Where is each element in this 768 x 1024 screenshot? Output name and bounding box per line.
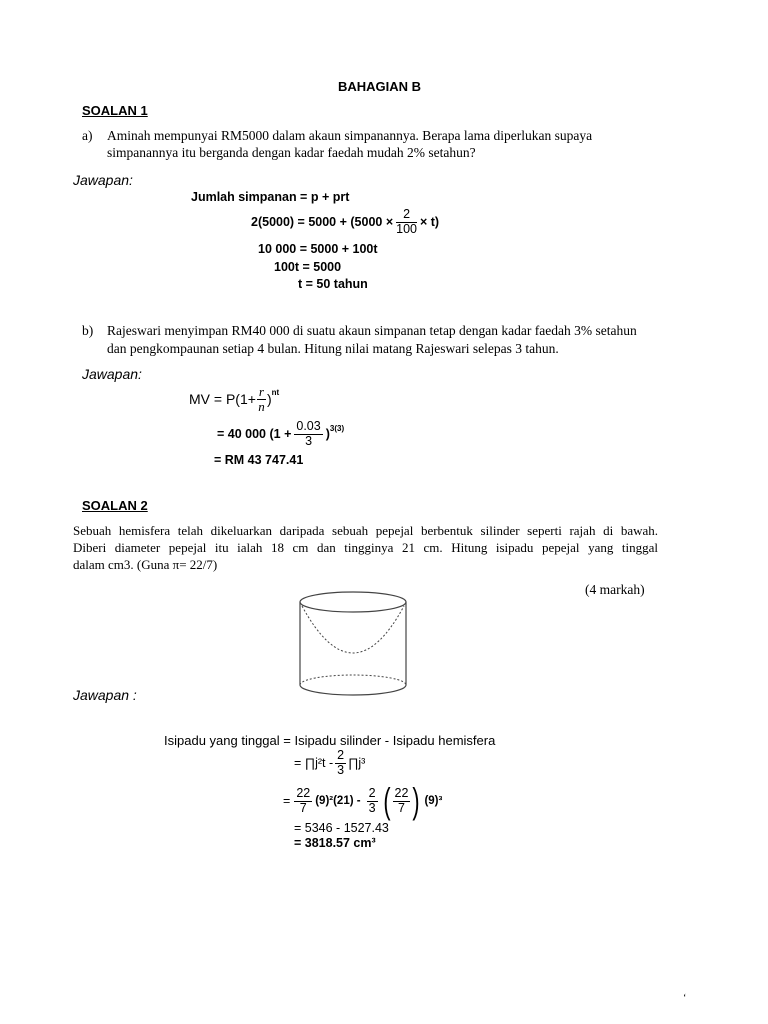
- q1b-result: = RM 43 747.41: [214, 453, 304, 467]
- q2-step3-fraction1: [294, 787, 312, 814]
- q2-step2-denominator: 3: [337, 762, 345, 777]
- question-2-heading: SOALAN 2: [82, 498, 148, 513]
- q1b-substitution-right: ): [325, 427, 330, 441]
- q1b-formula-exponent: nt: [271, 388, 280, 397]
- q2-text-line1: Sebuah hemisfera telah dikeluarkan daripada sebuah pepejal berbentuk silinder seperti rajah di bawah.: [73, 523, 658, 538]
- q2-step2-numerator: 2: [337, 748, 345, 763]
- q2-step3-fraction2: [367, 787, 378, 814]
- q1a-answer-label: Jawapan:: [73, 172, 133, 188]
- q1a-step2-right: × t): [420, 215, 440, 229]
- q1b-formula-fraction: [257, 385, 266, 413]
- q1b-substitution-denominator: 3: [305, 433, 313, 448]
- q2-step3-equals: =: [283, 794, 291, 808]
- cylinder-bottom-back: [300, 675, 406, 685]
- q2-step3-fraction2-num: 2: [368, 786, 376, 801]
- q2-step3: [283, 780, 442, 822]
- q2-step4: = 5346 - 1527.43: [294, 821, 389, 835]
- q1a-step4: 100t = 5000: [274, 260, 342, 274]
- q1b-formula-numerator: r: [258, 383, 264, 399]
- q1b-formula-right: ): [266, 391, 272, 407]
- q1a-step2-fraction: [396, 208, 417, 235]
- q2-step3-end: (9)³: [424, 795, 443, 807]
- q2-step3-fraction2-den: 3: [368, 800, 376, 815]
- q2-step2: [294, 746, 365, 780]
- q2-step3-middle: (9)²(21) -: [315, 795, 361, 807]
- q2-text-line3: dalam cm3. (Guna π= 22/7): [73, 557, 218, 572]
- q1a-step5: t = 50 tahun: [298, 277, 368, 291]
- q1b-text-line2: dan pengkompaunan setiap 4 bulan. Hitung nilai matang Rajeswari selepas 3 tahun.: [107, 341, 559, 356]
- q1b-substitution-exponent: 3(3): [329, 424, 345, 433]
- q2-answer-label: Jawapan :: [73, 687, 137, 703]
- q2-step3-close-paren: ): [412, 780, 421, 821]
- q1a-step1: Jumlah simpanan = p + prt: [191, 190, 350, 204]
- section-title: BAHAGIAN B: [338, 79, 422, 94]
- q1b-answer-label: Jawapan:: [82, 366, 142, 382]
- q1a-step2: [251, 205, 439, 239]
- q2-step3-fraction3-den: 7: [398, 800, 405, 815]
- q2-text: [73, 522, 658, 573]
- q1a-step3: 10 000 = 5000 + 100t: [258, 242, 378, 256]
- q2-step3-fraction1-den: 7: [299, 800, 307, 815]
- q2-step3-open-paren: (: [382, 780, 391, 821]
- q2-step3-fraction1-num: 22: [296, 786, 311, 801]
- q2-step3-fraction3-num: 22: [394, 786, 409, 801]
- q2-step2-left: = ∏j²t -: [294, 756, 334, 770]
- q1b-substitution-numerator: 0.03: [296, 419, 321, 434]
- q1b-formula: [189, 382, 279, 416]
- q2-step2-right: ∏j³: [348, 756, 366, 770]
- q1b-label: b): [82, 323, 94, 338]
- q1a-text-line1: Aminah mempunyai RM5000 dalam akaun simpanannya. Berapa lama diperlukan supaya: [107, 128, 593, 143]
- cylinder-top-ellipse: [300, 592, 406, 612]
- q1b-formula-denominator: n: [258, 398, 265, 414]
- q1b-substitution-left: = 40 000 (1 +: [217, 427, 292, 441]
- hemisphere-curve: [302, 606, 404, 653]
- question-1-heading: SOALAN 1: [82, 103, 148, 118]
- q1b-substitution: [217, 416, 344, 452]
- q1a-step2-numerator: 2: [396, 208, 417, 222]
- page-mark: ‘: [683, 993, 687, 1004]
- q2-text-line2: Diberi diameter pepejal itu ialah 18 cm dan tingginya 21 cm. Hitung isipadu pepejal yang tinggal: [73, 540, 658, 555]
- q1a-step2-left: 2(5000) = 5000 + (5000 ×: [251, 215, 394, 229]
- q1a-label: a): [82, 128, 93, 143]
- cylinder-hemisphere-diagram: [296, 590, 410, 702]
- q2-marks: (4 markah): [585, 582, 645, 597]
- q2-step2-fraction: [335, 749, 346, 776]
- q2-step1: Isipadu yang tinggal = Isipadu silinder - Isipadu hemisfera: [164, 733, 496, 748]
- q1b-formula-left: MV = P(1+: [189, 391, 256, 407]
- q2-step5: = 3818.57 cm³: [294, 836, 376, 850]
- q1b-text-line1: Rajeswari menyimpan RM40 000 di suatu akaun simpanan tetap dengan kadar faedah 3% setahun: [107, 323, 637, 338]
- q1a-text-line2: simpanannya itu berganda dengan kadar faedah mudah 2% setahun?: [107, 145, 476, 160]
- q2-step3-fraction3: [393, 787, 411, 814]
- q1a-step2-denominator: 100: [396, 221, 417, 236]
- cylinder-bottom-front: [300, 685, 406, 695]
- q1b-substitution-fraction: [294, 420, 322, 447]
